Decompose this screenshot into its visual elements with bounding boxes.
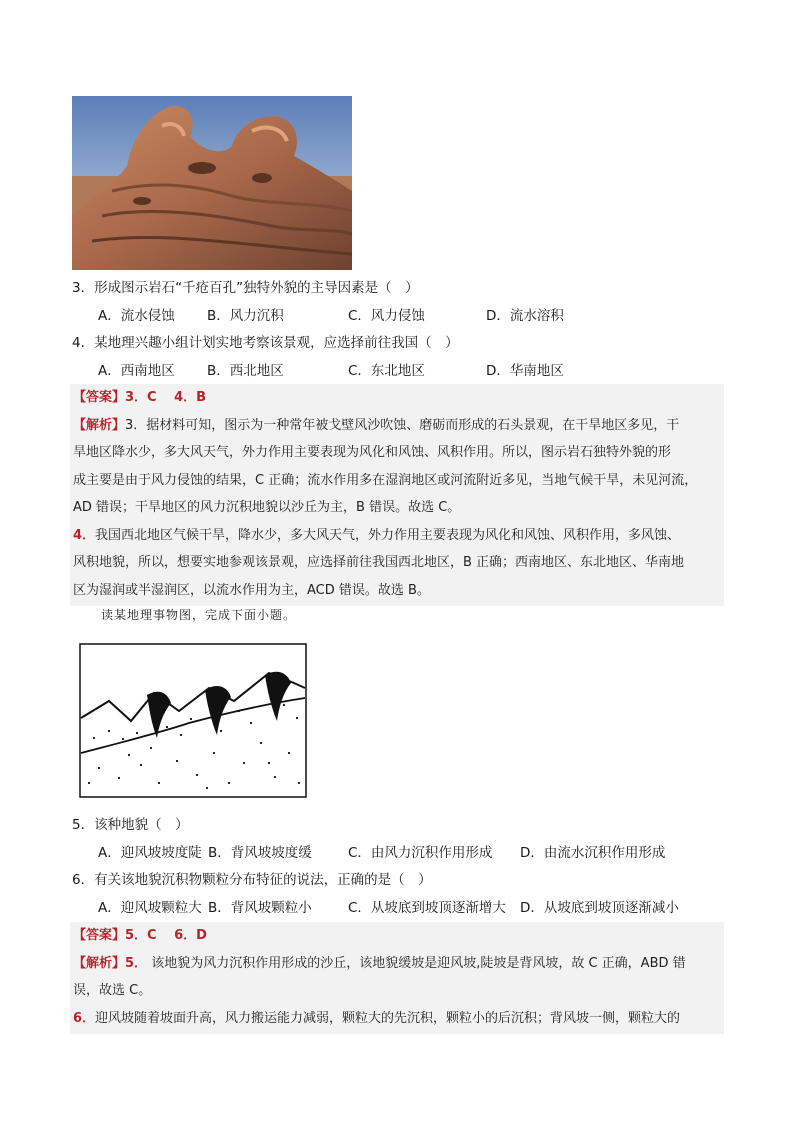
- sketch-caption: 读某地理事物图，完成下面小题。: [101, 608, 297, 622]
- analysis-line: 旱地区降水少，多大风天气，外力作用主要表现为风化和风蚀、风积作用。所以，图示岩石独特外貌的形: [73, 445, 672, 460]
- answer-block-2: [70, 922, 724, 1034]
- option-b: B．背风坡颗粒小: [208, 900, 312, 916]
- question-3-options: [72, 306, 672, 326]
- analysis-line: [70, 950, 724, 978]
- analysis-number: 4．: [73, 527, 96, 543]
- answer-text: 5．C 6．D: [125, 928, 207, 943]
- analysis-text: 该地貌为风力沉积作用形成的沙丘，该地貌缓坡是迎风坡,陡坡是背风坡，故 C 正确，ABD 错: [147, 955, 686, 971]
- analysis-line: 成主要是由于风力侵蚀的结果，C 正确；流水作用多在湿润地区或河流附近多见，当地气候干旱，未见河流，: [73, 472, 698, 488]
- option-b: B．风力沉积: [207, 308, 284, 324]
- dune-sketch: [79, 643, 307, 798]
- analysis-line: AD 错误；干旱地区的风力沉积地貌以沙丘为主，B 错误。故选 C。: [73, 500, 461, 515]
- question-4-stem: 4．某地理兴趣小组计划实地考察该景观，应选择前往我国（ ）: [72, 335, 459, 351]
- analysis-line: 风积地貌，所以，想要实地参观该景观，应选择前往我国西北地区，B 正确；西南地区、东北地区、华南地: [73, 555, 685, 570]
- option-a: A．迎风坡颗粒大: [98, 900, 202, 916]
- analysis-text: 我国西北地区气候干旱，降水少，多大风天气，外力作用主要表现为风化和风蚀、风积作用，多风蚀、: [95, 527, 681, 543]
- option-c: C．风力侵蚀: [348, 308, 425, 324]
- answer-line: [70, 922, 724, 950]
- option-d: D．由流水沉积作用形成: [520, 845, 666, 861]
- option-c: C．由风力沉积作用形成: [348, 845, 493, 861]
- option-d: D．从坡底到坡顶逐渐减小: [520, 900, 679, 916]
- analysis-text: 据材料可知，图示为一种常年被戈壁风沙吹蚀、磨砺而形成的石头景观，在干旱地区多见，干: [146, 417, 680, 433]
- rock-photo: [72, 96, 352, 270]
- analysis-number: 6．: [73, 1010, 96, 1026]
- question-3-stem: 3．形成图示岩石“千疮百孔”独特外貌的主导因素是（ ）: [72, 280, 419, 296]
- option-a: A．迎风坡坡度陡: [98, 845, 202, 861]
- answer-text: 3．C 4．B: [125, 390, 207, 405]
- analysis-text: 迎风坡随着坡面升高，风力搬运能力减弱，颗粒大的先沉积，颗粒小的后沉积；背风坡一侧，颗粒大的: [95, 1010, 681, 1026]
- question-4-options: [72, 361, 672, 381]
- option-c: C．从坡底到坡顶逐渐增大: [348, 900, 506, 916]
- question-5-stem: 5．该种地貌（ ）: [72, 817, 189, 833]
- analysis-line: [70, 1005, 724, 1033]
- option-b: B．西北地区: [207, 363, 284, 379]
- option-d: D．华南地区: [486, 363, 564, 379]
- option-a: A．流水侵蚀: [98, 308, 175, 324]
- analysis-tag: 【解析】: [73, 417, 126, 433]
- option-c: C．东北地区: [348, 363, 425, 379]
- analysis-number: 5．: [125, 955, 148, 971]
- analysis-line: 区为湿润或半湿润区，以流水作用为主，ACD 错误。故选 B。: [73, 582, 430, 598]
- question-5-options: [72, 843, 692, 863]
- answer-block-1: [70, 384, 724, 606]
- analysis-line: 误，故选 C。: [73, 983, 152, 998]
- option-a: A．西南地区: [98, 363, 175, 379]
- answer-tag: 【答案】: [73, 390, 126, 405]
- analysis-line: [70, 522, 724, 550]
- option-d: D．流水溶积: [486, 308, 564, 324]
- analysis-tag: 【解析】: [73, 955, 126, 971]
- analysis-number: 3．: [125, 417, 147, 433]
- option-b: B．背风坡坡度缓: [208, 845, 312, 861]
- answer-line: [70, 384, 724, 412]
- question-6-options: [72, 898, 692, 918]
- question-6-stem: 6．有关该地貌沉积物颗粒分布特征的说法，正确的是（ ）: [72, 872, 432, 888]
- answer-tag: 【答案】: [73, 928, 126, 943]
- analysis-line: [70, 412, 724, 440]
